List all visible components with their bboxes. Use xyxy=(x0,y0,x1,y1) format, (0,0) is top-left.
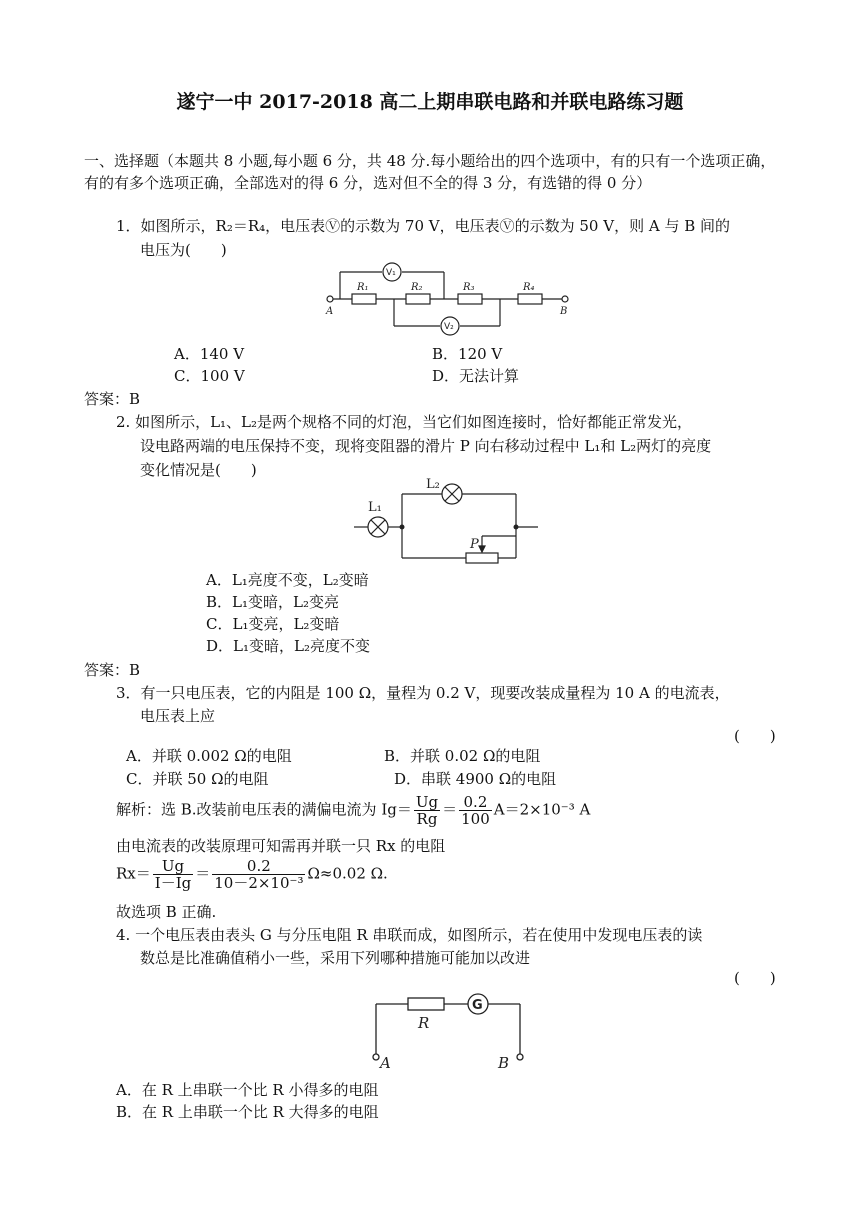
q3-sol3-prefix: Rx＝ xyxy=(116,864,151,883)
q3-sol1-frac2-num: 0.2 xyxy=(459,794,492,811)
q1-circuit-diagram xyxy=(322,262,576,338)
q3-sol3-frac2 xyxy=(212,858,305,891)
q2-option-b: B．L₁变暗，L₂变亮 xyxy=(206,593,339,611)
q3-sol1-prefix: 解析：选 B.改装前电压表的满偏电流为 Ig＝ xyxy=(116,800,412,819)
q4-galvanometer-g: G xyxy=(472,998,483,1013)
q2-stem-line2: 设电路两端的电压保持不变，现将变阻器的滑片 P 向右移动过程中 L₁和 L₂两灯的亮度 xyxy=(140,437,712,455)
q4-label-b: B xyxy=(498,1054,510,1072)
q2-label-l1: L₁ xyxy=(368,500,382,515)
q2-label-l2: L₂ xyxy=(426,477,440,492)
q2-stem-line3: 变化情况是( ) xyxy=(140,461,257,479)
q1-option-a: A．140 V xyxy=(174,345,245,363)
q3-sol1-frac1-den: Rg xyxy=(416,810,438,828)
q4-circuit-diagram xyxy=(366,990,534,1072)
q3-option-c: C．并联 50 Ω的电阻 xyxy=(126,770,269,788)
q3-solution-line1 xyxy=(116,794,590,827)
q3-stem-line2: 电压表上应 xyxy=(140,707,216,725)
page-title: 遂宁一中 2017-2018 高二上期串联电路和并联电路练习题 xyxy=(176,91,684,113)
q3-sol3-frac2-den: 10－2×10⁻³ xyxy=(214,874,304,892)
q3-solution-line2: 由电流表的改装原理可知需再并联一只 Rx 的电阻 xyxy=(116,837,446,855)
q3-sol3-frac1-den: I－Ig xyxy=(154,874,192,892)
q1-label-a: A xyxy=(326,306,334,317)
q4-option-a: A．在 R 上串联一个比 R 小得多的电阻 xyxy=(116,1081,379,1099)
q3-sol1-frac1-num: Ug xyxy=(415,793,439,811)
q3-sol3-frac1 xyxy=(153,858,193,891)
q3-sol1-suffix: A＝2×10⁻³ A xyxy=(493,800,591,819)
q3-answer-blank: ( ) xyxy=(734,727,776,745)
q1-voltmeter-v1: V₁ xyxy=(386,268,396,278)
q3-sol1-frac2-den: 100 xyxy=(461,810,490,828)
q1-label-r3: R₃ xyxy=(463,282,475,293)
q2-stem-line1: 2. 如图所示，L₁、L₂是两个规格不同的灯泡，当它们如图连接时，恰好都能正常发光， xyxy=(116,413,693,431)
q4-stem-line2: 数总是比准确值稍小一些，采用下列哪种措施可能加以改进 xyxy=(140,949,531,967)
q4-label-a: A xyxy=(380,1054,391,1072)
q3-sol1-frac2 xyxy=(459,794,492,827)
q1-option-b: B．120 V xyxy=(432,345,503,363)
q3-solution-line4: 故选项 B 正确. xyxy=(116,903,217,921)
q3-sol3-frac2-num: 0.2 xyxy=(212,858,305,875)
q1-label-r1: R₁ xyxy=(357,282,369,293)
q1-voltmeter-v2: V₂ xyxy=(444,322,454,332)
q1-answer: 答案：B xyxy=(84,390,141,408)
q4-option-b: B．在 R 上串联一个比 R 大得多的电阻 xyxy=(116,1103,379,1121)
q3-option-a: A．并联 0.002 Ω的电阻 xyxy=(126,747,292,765)
q3-sol3-suffix: Ω≈0.02 Ω. xyxy=(307,864,388,883)
q1-option-c: C．100 V xyxy=(174,367,245,385)
q2-option-c: C．L₁变亮，L₂变暗 xyxy=(206,615,340,633)
q1-label-r2: R₂ xyxy=(411,282,423,293)
q3-solution-line3 xyxy=(116,858,388,891)
q2-option-d: D．L₁变暗，L₂亮度不变 xyxy=(206,637,370,655)
q1-label-r4: R₄ xyxy=(523,282,535,293)
q3-option-d: D．串联 4900 Ω的电阻 xyxy=(394,770,557,788)
q1-stem-line1: 1．如图所示，R₂＝R₄，电压表Ⓥ的示数为 70 V，电压表Ⓥ的示数为 50 V，则 A 与 B 间的 xyxy=(116,217,730,235)
q3-option-b: B．并联 0.02 Ω的电阻 xyxy=(384,747,541,765)
q3-sol3-frac1-num: Ug xyxy=(153,858,193,875)
q3-sol1-frac1 xyxy=(414,794,440,827)
q3-stem-line1: 3．有一只电压表，它的内阻是 100 Ω，量程为 0.2 V，现要改装成量程为 10 A 的电流表， xyxy=(116,684,730,702)
q2-option-a: A．L₁亮度不变，L₂变暗 xyxy=(206,571,369,589)
q3-sol3-eq: ＝ xyxy=(195,864,211,883)
section-heading: 一、选择题（本题共 8 小题,每小题 6 分，共 48 分.每小题给出的四个选项中，有的只有一个选项正确，有的有多个选项正确，全部选对的得 6 分，选对但不全的得 3 分，有选错的得 0 分） xyxy=(84,152,776,192)
q4-stem-line1: 4. 一个电压表由表头 G 与分压电阻 R 串联而成，如图所示，若在使用中发现电压表的读 xyxy=(116,926,703,944)
q1-label-b: B xyxy=(560,306,568,317)
q2-label-p: P xyxy=(470,537,479,552)
q1-stem-line2: 电压为( ) xyxy=(140,241,227,259)
q1-option-d: D．无法计算 xyxy=(432,367,520,385)
q3-sol1-eq: ＝ xyxy=(442,800,458,819)
q4-answer-blank: ( ) xyxy=(734,969,776,987)
q2-answer: 答案：B xyxy=(84,661,141,679)
q4-label-r: R xyxy=(418,1014,430,1032)
q2-circuit-diagram xyxy=(348,476,544,572)
